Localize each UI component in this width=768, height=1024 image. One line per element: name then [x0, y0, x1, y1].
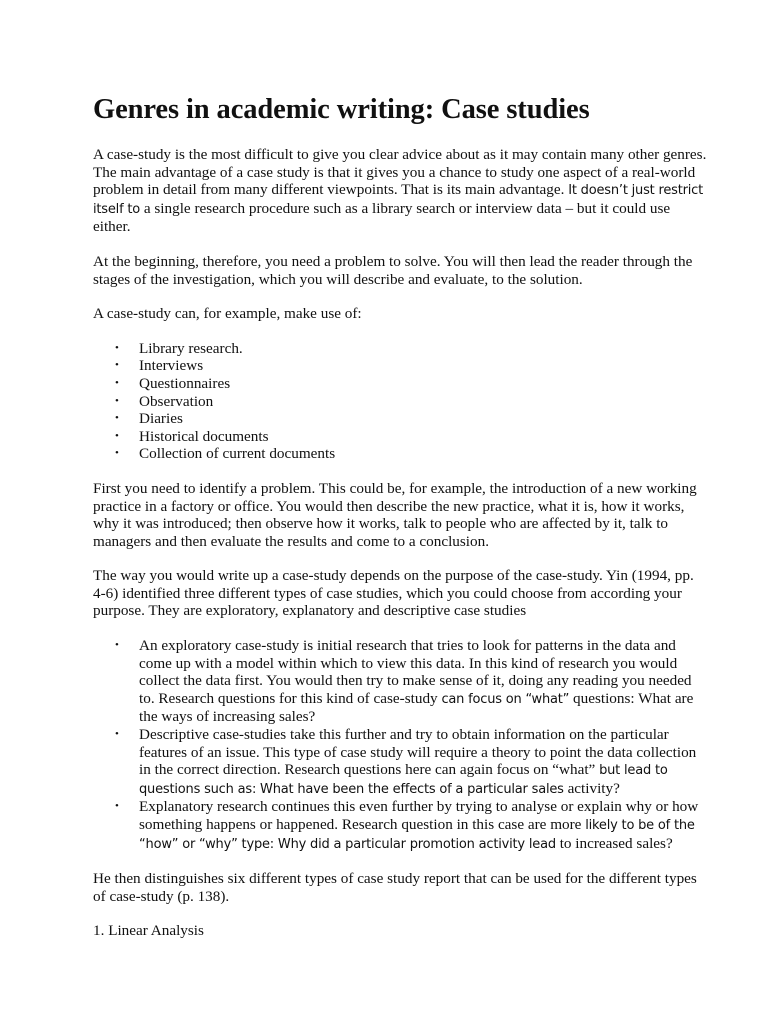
list-item — [93, 428, 708, 446]
list-item-text: Diaries — [139, 410, 183, 428]
first-step-paragraph: First you need to identify a problem. This could be, for example, the introduction of a new working practice in a factory or office. You would then describe the new practice, what it is, how it works, why it was introduced; then observe how it works, talk to people who are affected by it, talk to managers and then evaluate the results and come to a conclusion. — [93, 479, 697, 550]
intro-text-part2: It doesn’t just restrict itself to — [93, 183, 704, 217]
bullet-icon: • — [115, 341, 119, 354]
list-item-text: Observation — [139, 392, 214, 410]
list-item — [93, 393, 708, 411]
intro-text-part3: a single research procedure such as a library search or interview data – but it could use either. — [93, 199, 671, 236]
distinguishes-paragraph: He then distinguishes six different types of case study report that can be used for the different types of case-study (p. 138). — [93, 870, 697, 905]
list-item-text: Descriptive case-studies take this further and try to obtain information on the particular features of an issue. This type of case study will require a theory to point the data collection in the correct direction. Research questions here can again focus on “what” — [139, 726, 697, 779]
intro-text-part1: A case-study is the most difficult to give you clear advice about as it may contain many other genres. The main advantage of a case study is that it gives you a chance to study one aspect of a real-world problem in detail from many different viewpoints. That is its main advantage. — [93, 146, 707, 199]
list-item-text: Historical documents — [139, 427, 269, 445]
list-item — [93, 798, 708, 853]
list-item — [93, 410, 708, 428]
list-item-text: Library research. — [139, 339, 243, 357]
bullet-icon: • — [115, 359, 119, 372]
list-item-text: Questionnaires — [139, 374, 231, 392]
bullet-icon: • — [115, 800, 119, 813]
use-intro-paragraph: A case-study can, for example, make use of: — [93, 305, 362, 323]
bullet-icon: • — [115, 429, 119, 442]
yin-paragraph: The way you would write up a case-study depends on the purpose of the case-study. Yin (1994, pp. 4-6) identified three different types of case studies, which you could choose from according your purpose. They are exploratory, explanatory and descriptive case studies — [93, 567, 694, 620]
bullet-icon: • — [115, 728, 119, 741]
intro-paragraph — [93, 146, 708, 236]
bullet-icon: • — [115, 394, 119, 407]
list-item — [93, 637, 708, 726]
methods-list — [93, 340, 708, 463]
list-item-text: Interviews — [139, 357, 204, 375]
case-study-types-list — [93, 637, 708, 853]
beginning-paragraph: At the beginning, therefore, you need a problem to solve. You will then lead the reader through the stages of the investigation, which you will describe and evaluate, to the solution. — [93, 252, 693, 288]
list-item-text: Collection of current documents — [139, 445, 336, 463]
list-item-text: An exploratory case-study is initial research that tries to look for patterns in the data and come up with a model within which to view this data. In this kind of research you would collect the data first. You would then try to make sense of it, doing any reading you needed to. Research questions for this kind of case-study — [139, 637, 692, 707]
list-item-text-sans: can focus on “what” — [441, 691, 570, 707]
list-item — [93, 445, 708, 463]
numbered-heading: 1. Linear Analysis — [93, 922, 204, 940]
list-item-text: Explanatory research continues this even further by trying to analyse or explain why or how something happens or happened. Research question in this case are more — [139, 798, 699, 833]
bullet-icon: • — [115, 639, 119, 652]
list-item-text-sans: but lead to questions such as: What have been the effects of a particular sales — [139, 763, 668, 797]
list-item-text-sans: likely to be of the “how” or “why” type: Why did a particular promotion activity lead — [139, 818, 695, 852]
page-title: Genres in academic writing: Case studies — [93, 94, 590, 125]
bullet-icon: • — [115, 447, 119, 460]
bullet-icon: • — [115, 376, 119, 389]
list-item — [93, 357, 708, 375]
list-item — [93, 375, 708, 393]
list-item-text-end: questions: What are the ways of increasing sales? — [139, 689, 694, 726]
list-item — [93, 340, 708, 358]
list-item-text-end: to increased sales? — [555, 834, 673, 852]
list-item-text-end: activity? — [563, 779, 620, 797]
bullet-icon: • — [115, 412, 119, 425]
list-item — [93, 726, 708, 798]
